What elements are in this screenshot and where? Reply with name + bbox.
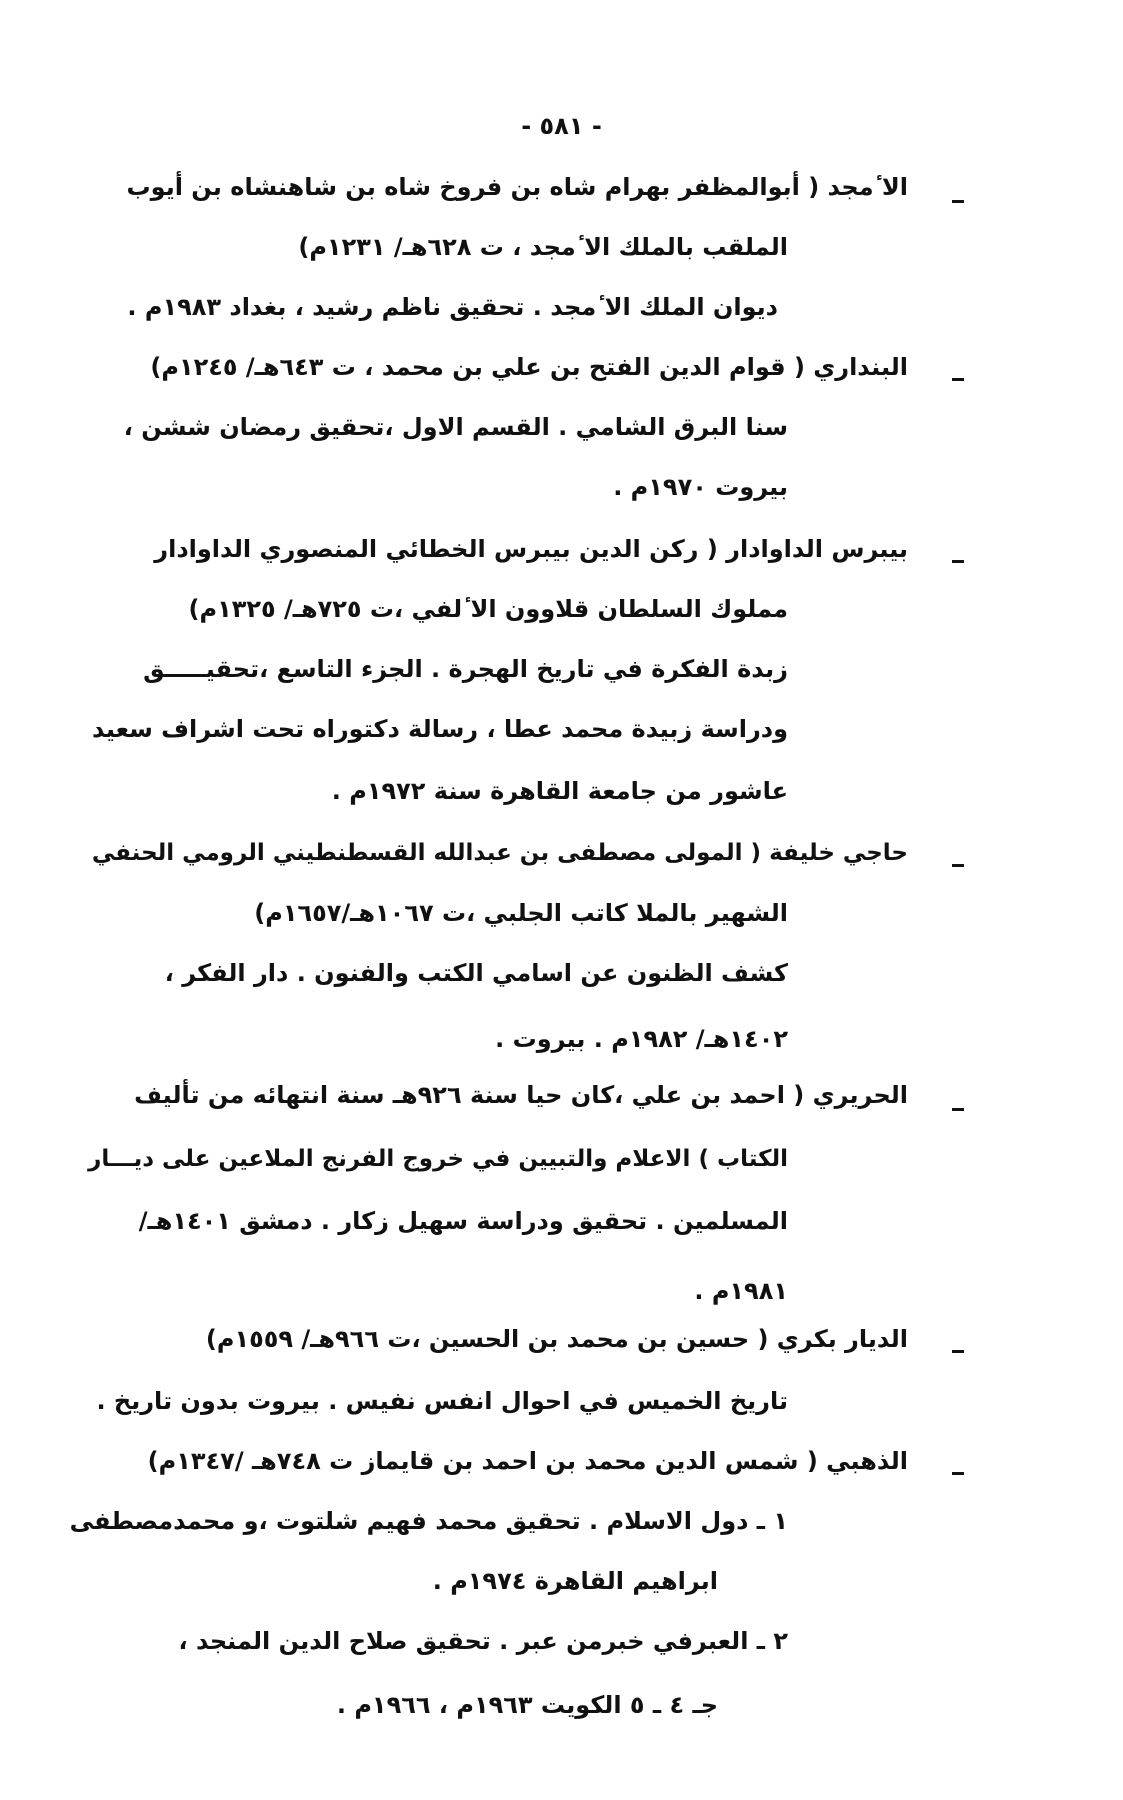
entry-dash xyxy=(952,1472,964,1475)
entry-dash xyxy=(952,200,964,203)
entry-dash xyxy=(952,1350,964,1353)
entry-3-line-3: زبدة الفكرة في تاريخ الهجرة . الجزء التاسع ،تحقيـــــق xyxy=(143,655,788,683)
entry-7-line-4: ٢ ـ العبرفي خبرمن عبر . تحقيق صلاح الدين المنجد ، xyxy=(178,1627,788,1655)
entry-3-line-5: عاشور من جامعة القاهرة سنة ١٩٧٢م . xyxy=(331,777,788,805)
entry-7-line-3: ابراهيم القاهرة ١٩٧٤م . xyxy=(432,1567,718,1595)
entry-4-line-1: حاجي خليفة ( المولى مصطفى بن عبدالله القسطنطيني الرومي الحنفي xyxy=(91,840,908,866)
entry-1-line-3: ديوان الملك الا ٔمجد . تحقيق ناظم رشيد ، بغداد ١٩٨٣م . xyxy=(127,293,778,321)
entry-6-line-2: تاريخ الخميس في احوال انفس نفيس . بيروت بدون تاريخ . xyxy=(96,1387,788,1415)
entry-2-line-2: سنا البرق الشامي . القسم الاول ،تحقيق رمضان ششن ، xyxy=(123,413,788,441)
entry-dash xyxy=(952,1108,964,1111)
entry-3-line-4: ودراسة زبيدة محمد عطا ، رسالة دكتوراه تحت اشراف سعيد xyxy=(91,715,788,743)
entry-3-line-2: مملوك السلطان قلاوون الا ٔلفي ،ت ٧٢٥هـ/ ١٣٢٥م) xyxy=(188,595,788,623)
entry-5-line-2: الكتاب ) الاعلام والتبيين في خروج الفرنج الملاعين على ديـــار xyxy=(88,1146,788,1172)
entry-1-line-2: الملقب بالملك الا ٔمجد ، ت ٦٢٨هـ/ ١٢٣١م) xyxy=(298,233,788,261)
entry-dash xyxy=(952,560,964,563)
entry-1-line-1: الا ٔمجد ( أبوالمظفر بهرام شاه بن فروخ شاه بن شاهنشاه بن أيوب xyxy=(126,173,908,201)
page-number: - ٥٨١ - xyxy=(521,112,602,140)
entry-5-line-1: الحريري ( احمد بن علي ،كان حيا سنة ٩٢٦هـ سنة انتهائه من تأليف xyxy=(134,1081,908,1109)
entry-6-line-1: الديار بكري ( حسين بن محمد بن الحسين ،ت ٩٦٦هـ/ ١٥٥٩م) xyxy=(205,1325,908,1353)
entry-dash xyxy=(952,378,964,381)
entry-7-line-5: جـ ٤ ـ ٥ الكويت ١٩٦٣م ، ١٩٦٦م . xyxy=(336,1691,718,1719)
entry-2-line-3: بيروت ١٩٧٠م . xyxy=(613,473,788,501)
entry-4-line-3: كشف الظنون عن اسامي الكتب والفنون . دار الفكر ، xyxy=(164,959,788,987)
entry-2-line-1: البنداري ( قوام الدين الفتح بن علي بن محمد ، ت ٦٤٣هـ/ ١٢٤٥م) xyxy=(150,353,908,381)
entry-4-line-4: ١٤٠٢هـ/ ١٩٨٢م . بيروت . xyxy=(495,1025,788,1053)
entry-dash xyxy=(952,864,964,867)
entry-7-line-2: ١ ـ دول الاسلام . تحقيق محمد فهيم شلتوت ،و محمدمصطفى xyxy=(69,1507,788,1535)
entry-7-line-1: الذهبي ( شمس الدين محمد بن احمد بن قايماز ت ٧٤٨هـ /١٣٤٧م) xyxy=(147,1447,908,1475)
entry-3-line-1: بيبرس الداوادار ( ركن الدين بيبرس الخطائي المنصوري الداوادار xyxy=(154,535,908,563)
entry-4-line-2: الشهير بالملا كاتب الجلبي ،ت ١٠٦٧هـ/١٦٥٧م) xyxy=(254,899,788,927)
entry-5-line-4: ١٩٨١م . xyxy=(694,1277,788,1305)
entry-5-line-3: المسلمين . تحقيق ودراسة سهيل زكار . دمشق ١٤٠١هـ/ xyxy=(138,1207,788,1235)
